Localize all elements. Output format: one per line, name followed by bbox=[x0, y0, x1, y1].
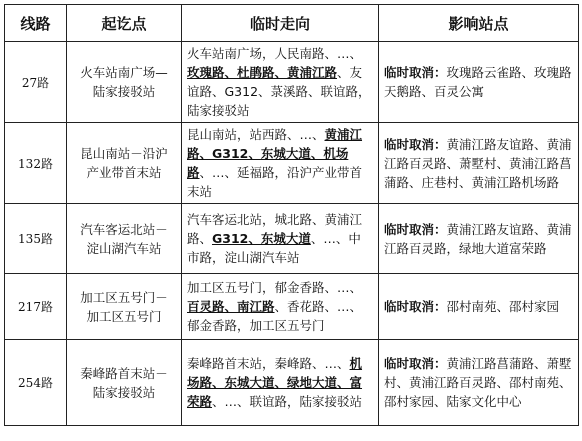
route-segment-highlight: 黄浦江路、G312、东城大道、机场路 bbox=[187, 127, 363, 180]
endpoint-end: 陆家接驳站 bbox=[92, 384, 156, 400]
header-row bbox=[5, 5, 579, 42]
cancel-label: 临时取消： bbox=[384, 136, 447, 152]
cancel-label: 临时取消： bbox=[384, 65, 447, 80]
table-row bbox=[5, 274, 579, 340]
affected-stops bbox=[379, 42, 579, 123]
route-segment: 秦峰路首末站，秦峰路、…、 bbox=[187, 356, 350, 371]
route-segment: 、友谊路、G312、菉溪路、联谊路，陆家接驳站 bbox=[187, 65, 371, 118]
cancelled-stops: 黄浦江路菖蒲路、萧墅村、黄浦江路百灵路、邵村南苑、邵村家园、陆家文化中心 bbox=[384, 356, 572, 409]
cancel-label: 临时取消： bbox=[384, 221, 447, 237]
route-segment-highlight: 百灵路、南江路 bbox=[187, 299, 275, 314]
cancel-label: 临时取消： bbox=[384, 299, 447, 314]
endpoint-start: 昆山南站－沿沪 bbox=[80, 146, 168, 161]
table-row bbox=[5, 340, 579, 426]
endpoint-start: 火车站南广场— bbox=[80, 65, 168, 80]
line-number: 27路 bbox=[5, 42, 67, 123]
affected-stops bbox=[379, 340, 579, 426]
route-segment-highlight: 机场路、东城大道、绿地大道、富荣路 bbox=[187, 356, 363, 409]
route-segment: 火车站南广场，人民南路、…、 bbox=[187, 46, 363, 61]
affected-stops bbox=[379, 274, 579, 340]
route-segment: 、…、联谊路，陆家接驳站 bbox=[212, 394, 363, 409]
temporary-route bbox=[182, 340, 379, 426]
route-segment: 、…、延福路，沿沪产业带首末站 bbox=[187, 165, 363, 199]
cancelled-stops: 黄浦江路友谊路、黄浦江路百灵路、萧墅村、黄浦江路菖蒲路、庄巷村、黄浦江路机场路 bbox=[384, 136, 572, 190]
header-endpoints: 起讫点 bbox=[67, 5, 182, 42]
table-row bbox=[5, 123, 579, 204]
endpoints bbox=[67, 340, 182, 426]
line-number: 217路 bbox=[5, 274, 67, 340]
endpoint-start: 秦峰路首末站－ bbox=[80, 365, 168, 381]
endpoint-end: 陆家接驳站 bbox=[92, 84, 156, 99]
endpoints bbox=[67, 204, 182, 274]
table-row bbox=[5, 204, 579, 274]
endpoints bbox=[67, 274, 182, 340]
route-segment: 昆山南站，站西路、…、 bbox=[187, 127, 325, 142]
endpoint-end: 产业带首末站 bbox=[86, 165, 162, 180]
route-segment: 、…、中市路，淀山湖汽车站 bbox=[187, 231, 361, 265]
temporary-route bbox=[182, 123, 379, 204]
header-line: 线路 bbox=[5, 5, 67, 42]
temporary-route bbox=[182, 42, 379, 123]
endpoint-end: 加工区五号门 bbox=[86, 308, 162, 324]
route-segment: 、香花路、…、郁金香路，加工区五号门 bbox=[187, 299, 363, 333]
route-segment: 汽车客运北站，城北路、黄浦江路、 bbox=[187, 212, 363, 246]
endpoints bbox=[67, 123, 182, 204]
cancelled-stops: 黄浦江路友谊路、黄浦江路百灵路，绿地大道富荣路 bbox=[384, 221, 572, 256]
endpoint-end: 淀山湖汽车站 bbox=[86, 240, 162, 256]
route-segment: 加工区五号门，郁金香路、…、 bbox=[187, 280, 363, 295]
header-temporary-route: 临时走向 bbox=[182, 5, 379, 42]
route-change-table-wrapper bbox=[4, 4, 579, 426]
endpoint-start: 加工区五号门－ bbox=[80, 289, 168, 305]
affected-stops bbox=[379, 123, 579, 204]
line-number: 254路 bbox=[5, 340, 67, 426]
cancelled-stops: 玫瑰路云雀路、玫瑰路天鹅路、百灵公寓 bbox=[384, 65, 572, 99]
affected-stops bbox=[379, 204, 579, 274]
endpoint-start: 汽车客运北站－ bbox=[80, 221, 168, 237]
temporary-route bbox=[182, 274, 379, 340]
line-number: 132路 bbox=[5, 123, 67, 204]
table-row bbox=[5, 42, 579, 123]
route-change-table bbox=[4, 4, 579, 426]
temporary-route bbox=[182, 204, 379, 274]
line-number: 135路 bbox=[5, 204, 67, 274]
route-segment-highlight: 玫瑰路、杜鹃路、黄浦江路 bbox=[187, 65, 338, 80]
route-segment-highlight: G312、东城大道 bbox=[212, 231, 311, 246]
endpoints bbox=[67, 42, 182, 123]
cancelled-stops: 邵村南苑、邵村家园 bbox=[446, 299, 560, 314]
header-affected-stops: 影响站点 bbox=[379, 5, 579, 42]
cancel-label: 临时取消： bbox=[384, 356, 447, 371]
